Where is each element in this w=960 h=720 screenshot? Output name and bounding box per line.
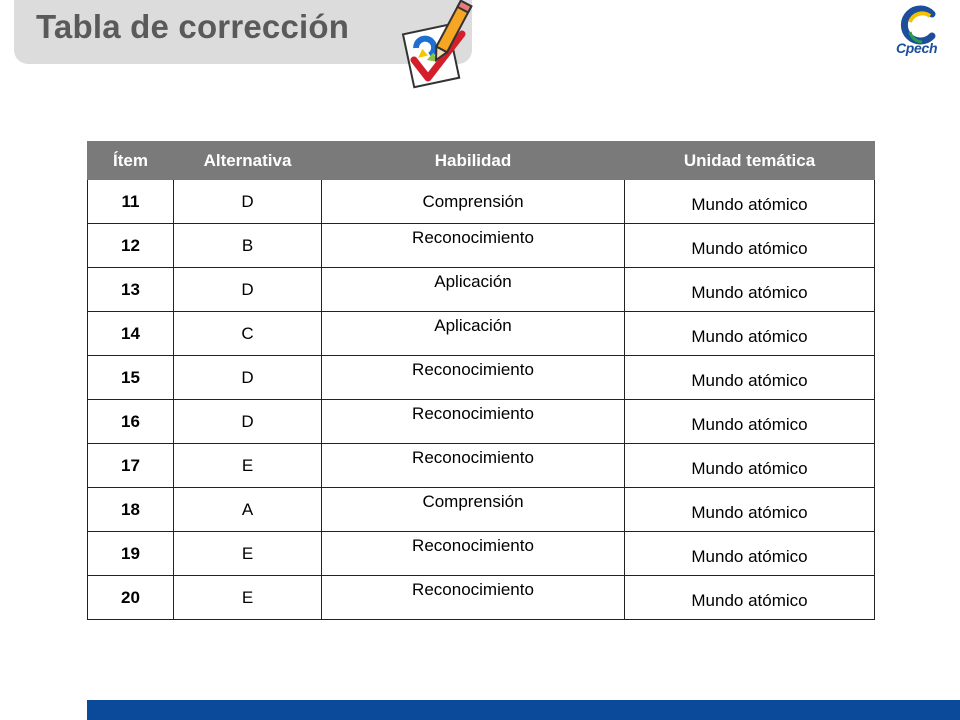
table-row <box>88 400 875 444</box>
cell-unidad: Mundo atómico <box>625 400 875 444</box>
col-header-habilidad: Habilidad <box>322 142 625 180</box>
table-row <box>88 488 875 532</box>
cell-habilidad: Comprensión <box>322 180 625 224</box>
cell-habilidad: Comprensión <box>322 488 625 532</box>
logo-text: Cpech <box>896 40 938 56</box>
table-row <box>88 532 875 576</box>
cell-habilidad: Aplicación <box>322 312 625 356</box>
cell-unidad: Mundo atómico <box>625 356 875 400</box>
table-row <box>88 312 875 356</box>
correction-table <box>87 141 875 620</box>
page-title: Tabla de corrección <box>36 8 350 45</box>
cell-alternativa: A <box>174 488 322 532</box>
cell-habilidad: Reconocimiento <box>322 224 625 268</box>
cell-habilidad: Reconocimiento <box>322 356 625 400</box>
cell-unidad: Mundo atómico <box>625 444 875 488</box>
table-row <box>88 224 875 268</box>
cell-habilidad: Reconocimiento <box>322 444 625 488</box>
cell-item: 16 <box>88 400 174 444</box>
table-header-row <box>88 142 875 180</box>
cpech-logo-icon <box>888 2 952 66</box>
cell-alternativa: D <box>174 356 322 400</box>
table-row <box>88 356 875 400</box>
table-row <box>88 180 875 224</box>
cell-item: 20 <box>88 576 174 620</box>
cell-alternativa: D <box>174 268 322 312</box>
cell-unidad: Mundo atómico <box>625 268 875 312</box>
cell-habilidad: Aplicación <box>322 268 625 312</box>
pencil-checklist-icon <box>396 0 478 102</box>
footer-bar <box>87 700 960 720</box>
cell-habilidad: Reconocimiento <box>322 576 625 620</box>
cell-item: 14 <box>88 312 174 356</box>
table-row <box>88 444 875 488</box>
cell-alternativa: D <box>174 400 322 444</box>
cell-habilidad: Reconocimiento <box>322 532 625 576</box>
cell-item: 19 <box>88 532 174 576</box>
cell-item: 11 <box>88 180 174 224</box>
cell-item: 15 <box>88 356 174 400</box>
cell-unidad: Mundo atómico <box>625 224 875 268</box>
cell-item: 18 <box>88 488 174 532</box>
cell-item: 12 <box>88 224 174 268</box>
table-row <box>88 268 875 312</box>
cell-alternativa: C <box>174 312 322 356</box>
cell-alternativa: E <box>174 532 322 576</box>
cell-unidad: Mundo atómico <box>625 576 875 620</box>
cell-item: 17 <box>88 444 174 488</box>
cell-habilidad: Reconocimiento <box>322 400 625 444</box>
col-header-item: Ítem <box>88 142 174 180</box>
cell-unidad: Mundo atómico <box>625 312 875 356</box>
cell-item: 13 <box>88 268 174 312</box>
cell-alternativa: D <box>174 180 322 224</box>
cell-alternativa: E <box>174 444 322 488</box>
cell-alternativa: B <box>174 224 322 268</box>
col-header-alternativa: Alternativa <box>174 142 322 180</box>
cell-alternativa: E <box>174 576 322 620</box>
table-row <box>88 576 875 620</box>
cell-unidad: Mundo atómico <box>625 488 875 532</box>
cell-unidad: Mundo atómico <box>625 532 875 576</box>
col-header-unidad: Unidad temática <box>625 142 875 180</box>
cell-unidad: Mundo atómico <box>625 180 875 224</box>
